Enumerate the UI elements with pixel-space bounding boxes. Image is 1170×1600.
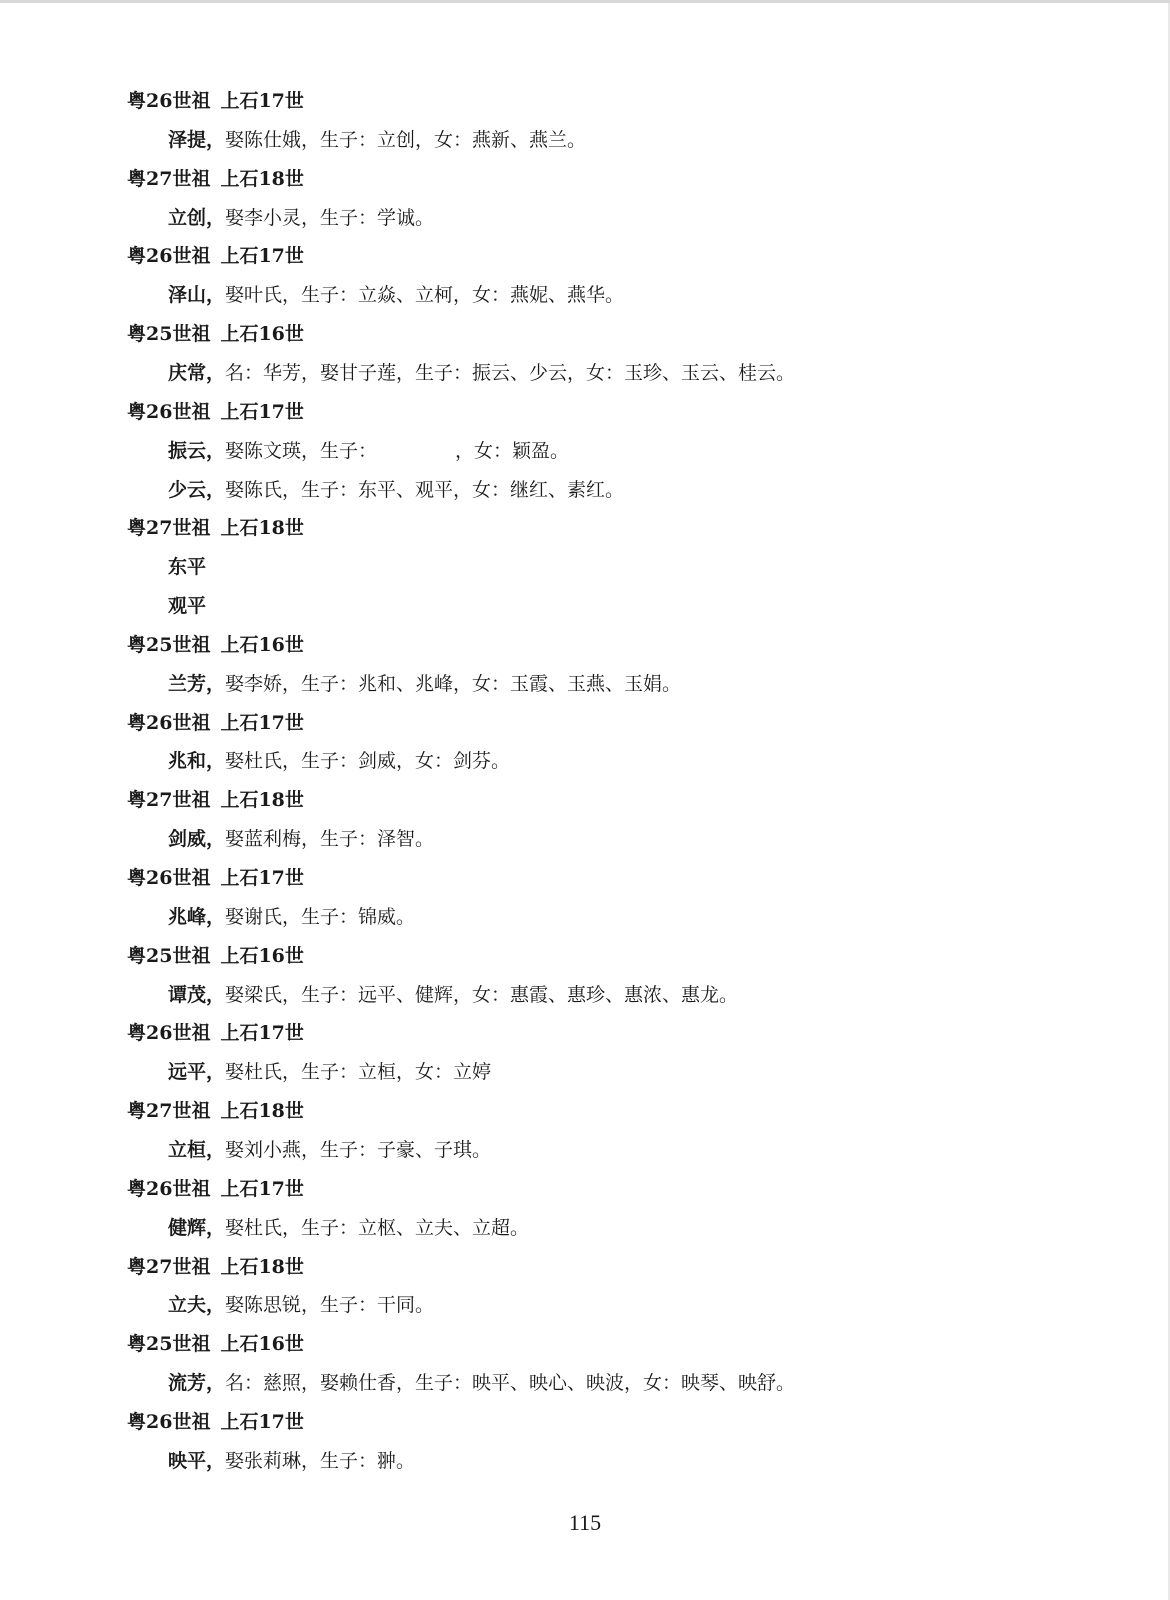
generation-heading xyxy=(127,243,304,269)
member-details: 娶杜氏，生子：剑威，女：剑芬。 xyxy=(225,750,511,773)
member-name: 庆常， xyxy=(168,361,226,384)
member-entry xyxy=(168,477,624,503)
member-details: 娶陈氏，生子：东平、观平，女：继红、素红。 xyxy=(225,478,625,501)
member-entry xyxy=(168,205,434,231)
branch-label: 上石16世 xyxy=(220,633,304,656)
branch-label: 上石17世 xyxy=(220,90,304,112)
member-details: 娶杜氏，生子：立桓，女：立婷 xyxy=(225,1061,492,1084)
generation-label: 粤26世祖 xyxy=(127,711,211,734)
member-name: 谭茂， xyxy=(168,983,226,1006)
branch-label: 上石16世 xyxy=(220,944,304,967)
generation-label: 粤26世祖 xyxy=(127,90,211,112)
member-entry xyxy=(168,593,206,619)
member-entry xyxy=(168,1370,795,1396)
branch-label: 上石18世 xyxy=(220,167,304,190)
member-details: 娶刘小燕，生子：子豪、子琪。 xyxy=(225,1138,492,1161)
generation-label: 粤26世祖 xyxy=(127,245,211,268)
member-name: 流芳， xyxy=(168,1372,226,1395)
member-name: 远平， xyxy=(168,1061,226,1084)
member-entry xyxy=(168,127,586,153)
member-details: 名：华芳，娶甘子莲，生子：振云、少云，女：玉珍、玉云、桂云。 xyxy=(225,361,796,384)
page-number: 115 xyxy=(568,1510,602,1535)
member-details: 娶陈思锐，生子：干同。 xyxy=(225,1294,435,1317)
member-details: 娶叶氏，生子：立焱、立柯，女：燕妮、燕华。 xyxy=(225,284,625,307)
member-details-continued: ，女：颖盈。 xyxy=(455,439,570,462)
branch-label: 上石17世 xyxy=(220,245,304,268)
member-entry xyxy=(168,554,206,580)
branch-label: 上石16世 xyxy=(220,323,304,346)
member-entry xyxy=(168,982,738,1008)
member-name: 泽提， xyxy=(168,128,226,151)
member-name: 立桓， xyxy=(168,1138,226,1161)
member-entry xyxy=(168,904,415,930)
generation-label: 粤27世祖 xyxy=(127,1100,211,1123)
generation-label: 粤27世祖 xyxy=(127,517,211,540)
generation-heading xyxy=(127,710,304,736)
member-name: 少云， xyxy=(168,478,226,501)
branch-label: 上石17世 xyxy=(220,1177,304,1200)
member-name: 剑威， xyxy=(168,828,226,851)
member-details: 娶蓝利梅，生子：泽智。 xyxy=(225,828,435,851)
member-name: 立夫， xyxy=(168,1294,226,1317)
branch-label: 上石17世 xyxy=(220,400,304,423)
branch-label: 上石17世 xyxy=(220,1022,304,1045)
generation-heading xyxy=(127,787,304,813)
generation-label: 粤26世祖 xyxy=(127,1022,211,1045)
branch-label: 上石16世 xyxy=(220,1333,304,1356)
generation-heading xyxy=(127,1409,304,1435)
member-entry xyxy=(168,438,569,464)
member-entry xyxy=(168,826,434,852)
generation-label: 粤25世祖 xyxy=(127,633,211,656)
generation-label: 粤26世祖 xyxy=(127,400,211,423)
generation-label: 粤27世祖 xyxy=(127,167,211,190)
member-entry xyxy=(168,748,510,774)
member-entry xyxy=(168,671,681,697)
generation-heading xyxy=(127,1020,304,1046)
generation-label: 粤25世祖 xyxy=(127,944,211,967)
member-details: 娶张莉琳，生子：翀。 xyxy=(225,1449,416,1472)
member-entry xyxy=(168,1215,529,1241)
branch-label: 上石18世 xyxy=(220,1100,304,1123)
member-details: 娶陈文瑛，生子： xyxy=(225,439,378,462)
generation-heading xyxy=(127,632,304,658)
member-entry xyxy=(168,282,624,308)
branch-label: 上石18世 xyxy=(220,517,304,540)
member-name: 兰芳， xyxy=(168,672,226,695)
generation-heading xyxy=(127,1331,304,1357)
generation-heading xyxy=(127,166,304,192)
branch-label: 上石17世 xyxy=(220,1410,304,1433)
generation-label: 粤25世祖 xyxy=(127,1333,211,1356)
member-name: 立创， xyxy=(168,206,226,229)
member-name: 兆峰， xyxy=(168,905,226,928)
generation-heading xyxy=(127,399,304,425)
generation-label: 粤27世祖 xyxy=(127,789,211,812)
generation-heading xyxy=(127,1098,304,1124)
generation-label: 粤26世祖 xyxy=(127,1177,211,1200)
generation-heading xyxy=(127,321,304,347)
branch-label: 上石18世 xyxy=(220,1255,304,1278)
member-details: 娶杜氏，生子：立枢、立夫、立超。 xyxy=(225,1216,530,1239)
member-name: 观平 xyxy=(168,595,207,618)
generation-label: 粤26世祖 xyxy=(127,1410,211,1433)
branch-label: 上石17世 xyxy=(220,711,304,734)
member-entry xyxy=(168,1448,415,1474)
generation-label: 粤25世祖 xyxy=(127,323,211,346)
member-details: 娶谢氏，生子：锦威。 xyxy=(225,905,416,928)
member-entry xyxy=(168,1292,434,1318)
member-name: 泽山， xyxy=(168,284,226,307)
generation-heading xyxy=(127,515,304,541)
member-entry xyxy=(168,1059,491,1085)
member-entry xyxy=(168,360,795,386)
generation-label: 粤26世祖 xyxy=(127,867,211,889)
member-name: 兆和， xyxy=(168,750,226,773)
member-details: 娶李娇，生子：兆和、兆峰，女：玉霞、玉燕、玉娟。 xyxy=(225,672,682,695)
generation-heading xyxy=(127,1254,304,1280)
generation-heading xyxy=(127,943,304,969)
branch-label: 上石17世 xyxy=(220,867,304,889)
member-details: 娶李小灵，生子：学诚。 xyxy=(225,206,435,229)
generation-heading xyxy=(127,1176,304,1202)
member-entry xyxy=(168,1137,491,1163)
generation-heading xyxy=(127,865,304,891)
generation-label: 粤27世祖 xyxy=(127,1255,211,1278)
generation-heading xyxy=(127,88,304,114)
branch-label: 上石18世 xyxy=(220,789,304,812)
member-name: 映平， xyxy=(168,1449,226,1472)
member-details: 娶梁氏，生子：远平、健辉，女：惠霞、惠珍、惠浓、惠龙。 xyxy=(225,983,739,1006)
member-name: 健辉， xyxy=(168,1216,226,1239)
member-details: 娶陈仕娥，生子：立创，女：燕新、燕兰。 xyxy=(225,128,587,151)
member-details: 名：慈照，娶赖仕香，生子：映平、映心、映波，女：映琴、映舒。 xyxy=(225,1372,796,1395)
member-name: 东平 xyxy=(168,556,207,579)
member-name: 振云， xyxy=(168,439,226,462)
